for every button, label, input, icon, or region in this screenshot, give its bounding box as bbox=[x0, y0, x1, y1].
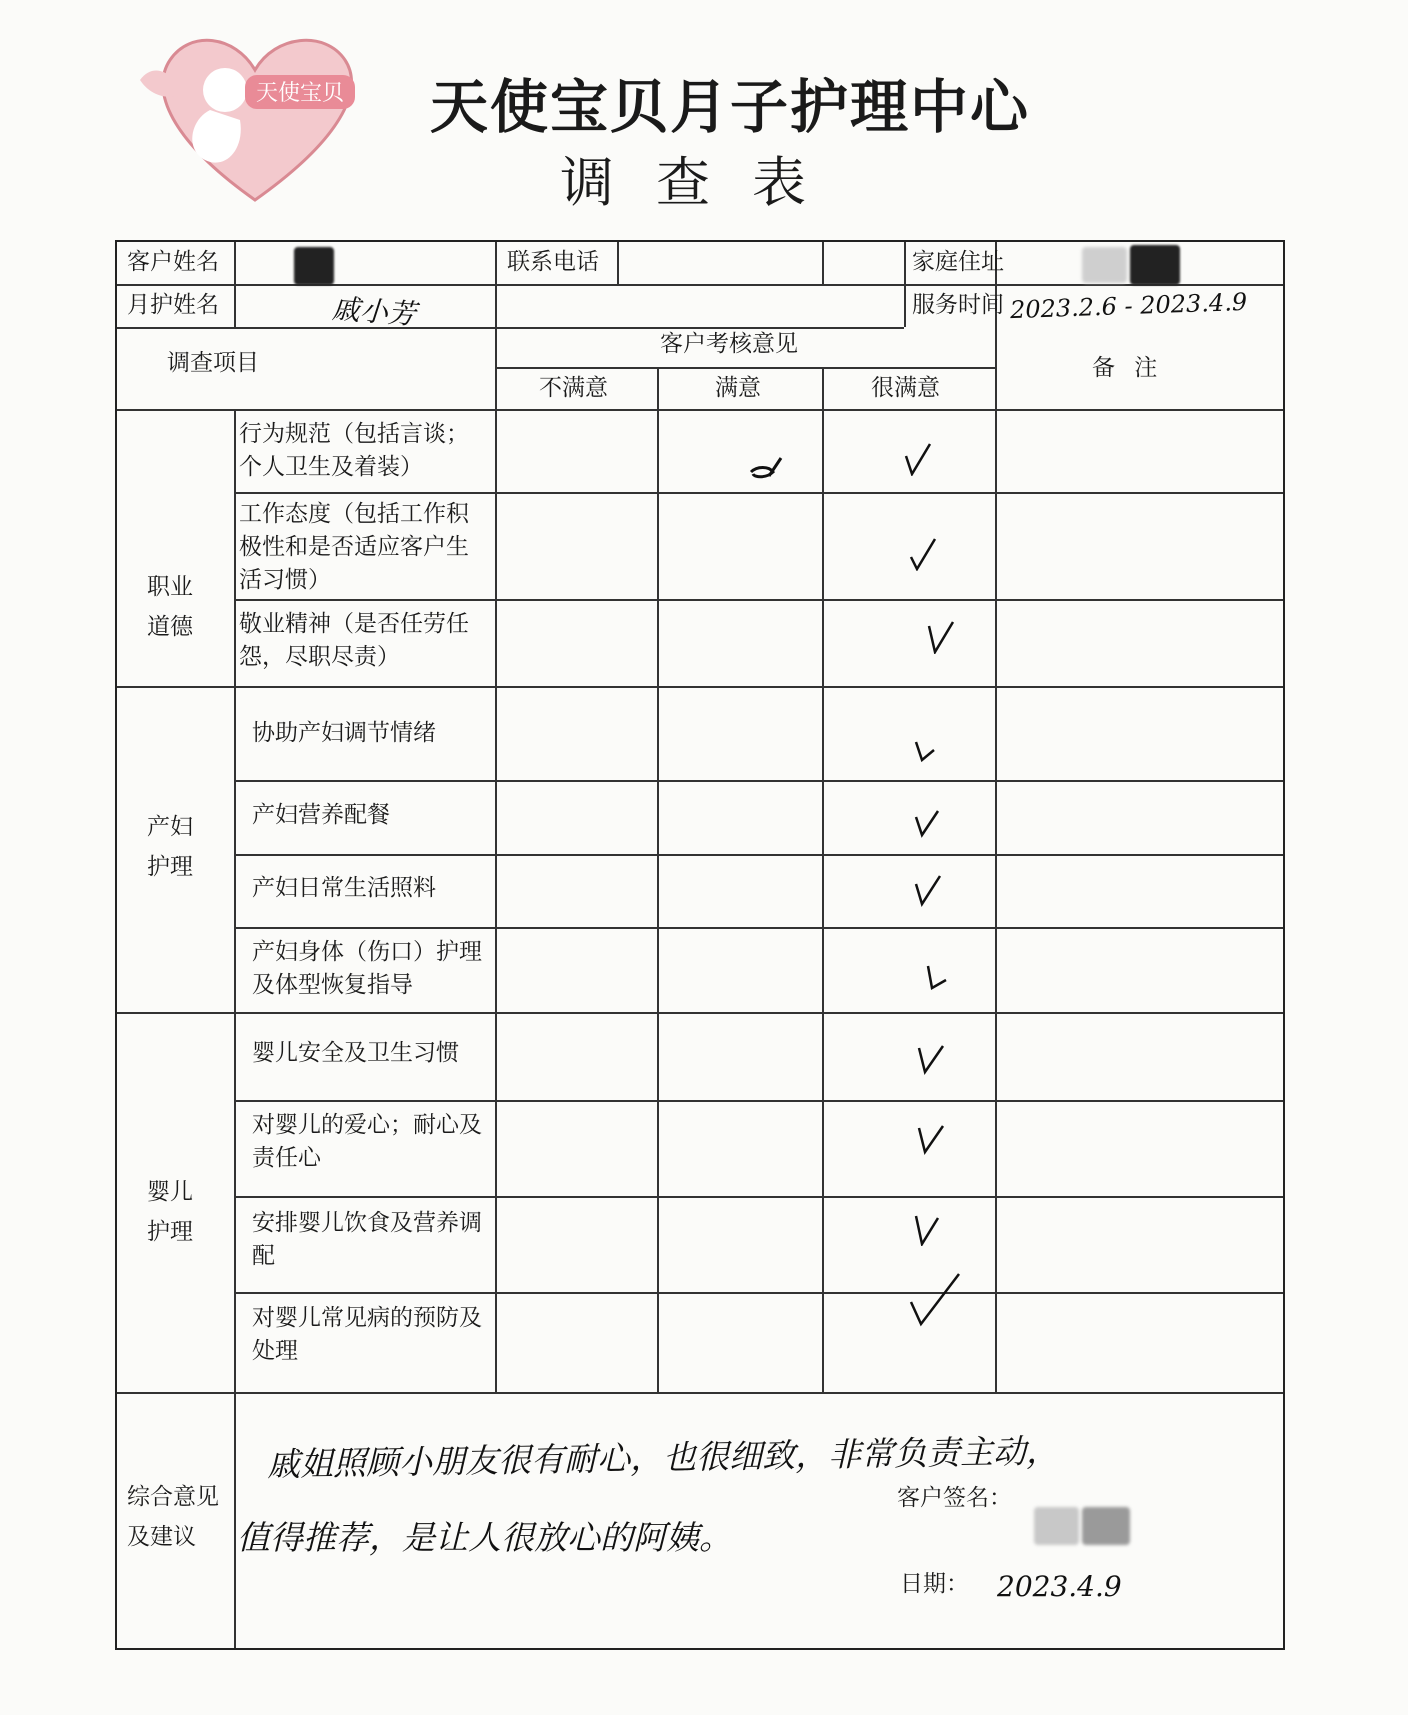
date-value: 2023.4.9 bbox=[997, 1570, 1122, 1603]
section-label-ethics: 职业道德 bbox=[147, 574, 193, 640]
logo-text: 天使宝贝 bbox=[255, 81, 345, 106]
item-row: 协助产妇调节情绪 bbox=[252, 720, 436, 746]
section-label-mother-care: 产妇护理 bbox=[147, 814, 193, 880]
address-redacted bbox=[1130, 245, 1180, 285]
section-label-baby-care: 婴儿护理 bbox=[147, 1179, 193, 1245]
signature-redacted-light bbox=[1034, 1507, 1079, 1545]
phone-label: 联系电话 bbox=[507, 249, 599, 275]
logo bbox=[130, 20, 380, 210]
summary-comment-line2: 值得推荐，是让人很放心的阿姨。 bbox=[237, 1518, 732, 1557]
nanny-name-label: 月护姓名 bbox=[127, 292, 219, 318]
date-label: 日期： bbox=[900, 1571, 969, 1597]
check-icon bbox=[912, 732, 942, 766]
page-subtitle: 调查表 bbox=[560, 151, 848, 214]
check-icon bbox=[912, 874, 942, 908]
item-header: 调查项目 bbox=[167, 350, 259, 376]
opinion-header: 客户考核意见 bbox=[660, 331, 798, 357]
item-row: 产妇营养配餐 bbox=[252, 802, 390, 828]
item-row: 工作态度（包括工作积极性和是否适应客户生活习惯） bbox=[239, 501, 469, 593]
check-icon bbox=[907, 537, 937, 571]
customer-name-label: 客户姓名 bbox=[127, 249, 219, 275]
check-icon bbox=[907, 1272, 967, 1332]
col-unsatisfied: 不满意 bbox=[539, 375, 608, 401]
page-title: 天使宝贝月子护理中心 bbox=[430, 73, 1031, 141]
check-icon bbox=[925, 620, 955, 654]
address-label: 家庭住址 bbox=[912, 249, 1004, 275]
survey-form bbox=[115, 240, 1285, 1650]
col-satisfied: 满意 bbox=[715, 375, 761, 401]
item-row: 婴儿安全及卫生习惯 bbox=[252, 1040, 459, 1066]
scribble-mark bbox=[747, 452, 787, 486]
check-icon bbox=[915, 1122, 945, 1156]
signature-label: 客户签名： bbox=[897, 1485, 1012, 1511]
service-time-value: 2023.2.6 - 2023.4.9 bbox=[1009, 287, 1248, 325]
check-icon bbox=[915, 1042, 945, 1076]
item-row: 敬业精神（是否任劳任怨，尽职尽责） bbox=[239, 611, 469, 670]
address-redacted-light bbox=[1082, 247, 1127, 283]
item-row: 行为规范（包括言谈；个人卫生及着装） bbox=[239, 421, 469, 480]
nanny-name-value: 戚小芳 bbox=[330, 292, 417, 331]
check-icon bbox=[922, 960, 952, 994]
signature-redacted bbox=[1082, 1507, 1130, 1545]
summary-label: 综合意见及建议 bbox=[127, 1484, 219, 1550]
item-row: 产妇身体（伤口）护理及体型恢复指导 bbox=[252, 939, 482, 998]
service-time-label: 服务时间 bbox=[912, 292, 1004, 318]
check-icon bbox=[902, 442, 932, 476]
check-icon bbox=[912, 807, 942, 841]
item-row: 安排婴儿饮食及营养调配 bbox=[252, 1210, 482, 1269]
remark-header: 备 注 bbox=[1092, 355, 1164, 381]
summary-comment-line1: 戚姐照顾小朋友很有耐心，也很细致，非常负责主动， bbox=[266, 1431, 1060, 1484]
item-row: 对婴儿的爱心；耐心及责任心 bbox=[252, 1112, 482, 1171]
item-row: 产妇日常生活照料 bbox=[252, 875, 436, 901]
customer-name-redacted bbox=[294, 247, 334, 285]
item-row: 对婴儿常见病的预防及处理 bbox=[252, 1305, 482, 1364]
col-very-satisfied: 很满意 bbox=[871, 375, 940, 401]
check-icon bbox=[912, 1212, 942, 1246]
